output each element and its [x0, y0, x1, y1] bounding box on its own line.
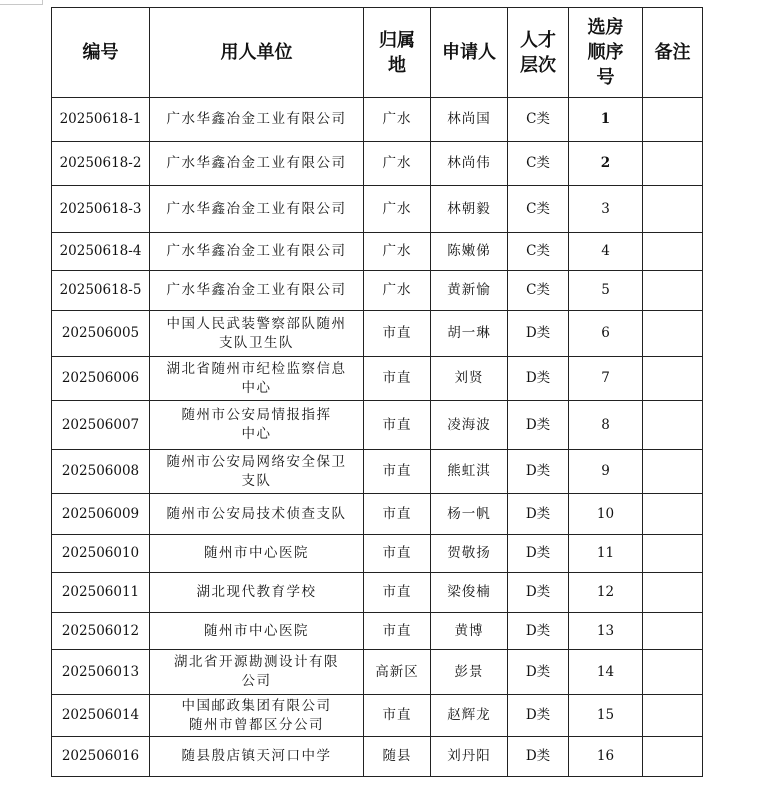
- location-cell: 广水: [364, 98, 431, 142]
- order-cell: 4: [569, 233, 643, 271]
- id-cell: 202506014: [52, 695, 150, 737]
- applicant-cell: 彭景: [431, 650, 508, 695]
- note-cell: [643, 573, 703, 613]
- employer-cell: [150, 271, 364, 311]
- level-cell: C类: [508, 186, 569, 233]
- order-cell: 14: [569, 650, 643, 695]
- note-cell: [643, 186, 703, 233]
- employer-cell: [150, 650, 364, 695]
- employer-cell: [150, 401, 364, 450]
- location-cell: 市直: [364, 401, 431, 450]
- employer-cell: [150, 357, 364, 401]
- note-cell: [643, 737, 703, 777]
- note-cell: [643, 494, 703, 535]
- order-cell: 6: [569, 311, 643, 357]
- location-cell: 市直: [364, 494, 431, 535]
- table-row: [52, 737, 703, 777]
- employer-line: 广水华鑫冶金工业有限公司: [166, 111, 347, 127]
- applicant-cell: 杨一帆: [431, 494, 508, 535]
- location-cell: 高新区: [364, 650, 431, 695]
- id-cell: 202506011: [52, 573, 150, 613]
- applicant-cell: 林尚国: [431, 98, 508, 142]
- employer-line: 随州市中心医院: [204, 545, 309, 561]
- table-header-row: [52, 8, 703, 98]
- header-level-line: 人才: [520, 29, 556, 51]
- id-cell: 20250618-2: [52, 142, 150, 186]
- level-cell: D类: [508, 650, 569, 695]
- applicant-cell: 陈嫩俤: [431, 233, 508, 271]
- table-body: [52, 98, 703, 777]
- header-order-line: 选房: [587, 17, 624, 38]
- location-cell: 市直: [364, 573, 431, 613]
- table-row: [52, 494, 703, 535]
- header-id: [52, 8, 150, 98]
- id-cell: 202506016: [52, 737, 150, 777]
- employer-line: 随州市曾都区分公司: [189, 716, 324, 733]
- order-cell: 11: [569, 535, 643, 573]
- location-cell: 广水: [364, 233, 431, 271]
- applicant-cell: 梁俊楠: [431, 573, 508, 613]
- header-order-line: 顺序: [587, 42, 624, 63]
- header-order: [569, 8, 643, 98]
- employer-line: 中心: [241, 426, 272, 442]
- note-cell: [643, 142, 703, 186]
- employer-cell: [150, 535, 364, 573]
- employer-line: 支队: [241, 472, 272, 489]
- level-cell: D类: [508, 573, 569, 613]
- location-cell: 广水: [364, 142, 431, 186]
- applicant-cell: 黄博: [431, 613, 508, 650]
- id-cell: 202506005: [52, 311, 150, 357]
- note-cell: [643, 98, 703, 142]
- table-row: [52, 695, 703, 737]
- id-cell: 20250618-5: [52, 271, 150, 311]
- order-cell: 2: [569, 142, 643, 186]
- order-cell: 12: [569, 573, 643, 613]
- level-cell: D类: [508, 737, 569, 777]
- level-cell: C类: [508, 233, 569, 271]
- employer-line: 随州市公安局技术侦查支队: [166, 505, 347, 522]
- note-cell: [643, 650, 703, 695]
- level-cell: D类: [508, 450, 569, 494]
- employer-cell: [150, 233, 364, 271]
- table-row: [52, 142, 703, 186]
- header-order-line: 号: [596, 67, 615, 88]
- applicant-cell: 林尚伟: [431, 142, 508, 186]
- note-cell: [643, 357, 703, 401]
- order-cell: 16: [569, 737, 643, 777]
- applicant-cell: 黄新愉: [431, 271, 508, 311]
- employer-cell: [150, 494, 364, 535]
- order-cell: 5: [569, 271, 643, 311]
- table-row: [52, 311, 703, 357]
- applicant-cell: 林朝毅: [431, 186, 508, 233]
- employer-cell: [150, 573, 364, 613]
- employer-line: 随县殷店镇天河口中学: [181, 748, 332, 764]
- employer-cell: [150, 98, 364, 142]
- employer-cell: [150, 613, 364, 650]
- header-location-line: 地: [388, 54, 406, 76]
- level-cell: D类: [508, 357, 569, 401]
- id-cell: 202506008: [52, 450, 150, 494]
- employer-line: 支队卫生队: [219, 334, 294, 351]
- header-applicant-line: 申请人: [442, 42, 496, 63]
- employer-line: 湖北省随州市纪检监察信息: [166, 360, 347, 377]
- location-cell: 市直: [364, 535, 431, 573]
- employer-cell: [150, 695, 364, 737]
- note-cell: [643, 401, 703, 450]
- table-row: [52, 650, 703, 695]
- table-row: [52, 271, 703, 311]
- id-cell: 202506013: [52, 650, 150, 695]
- level-cell: D类: [508, 695, 569, 737]
- applicant-cell: 胡一琳: [431, 311, 508, 357]
- note-cell: [643, 450, 703, 494]
- level-cell: D类: [508, 613, 569, 650]
- employer-line: 中国邮政集团有限公司: [181, 697, 332, 714]
- employer-line: 广水华鑫冶金工业有限公司: [166, 243, 347, 259]
- location-cell: 广水: [364, 186, 431, 233]
- applicant-cell: 凌海波: [431, 401, 508, 450]
- header-employer-line: 用人单位: [220, 42, 293, 63]
- level-cell: D类: [508, 535, 569, 573]
- table-row: [52, 186, 703, 233]
- applicant-cell: 刘丹阳: [431, 737, 508, 777]
- employer-line: 湖北现代教育学校: [196, 584, 317, 600]
- note-cell: [643, 271, 703, 311]
- location-cell: 广水: [364, 271, 431, 311]
- table-row: [52, 613, 703, 650]
- employer-line: 中国人民武装警察部队随州: [166, 315, 347, 332]
- employer-cell: [150, 450, 364, 494]
- housing-selection-table: [51, 7, 703, 777]
- order-cell: 13: [569, 613, 643, 650]
- note-cell: [643, 535, 703, 573]
- id-cell: 20250618-4: [52, 233, 150, 271]
- order-cell: 9: [569, 450, 643, 494]
- table-row: [52, 98, 703, 142]
- id-cell: 202506006: [52, 357, 150, 401]
- employer-line: 中心: [241, 379, 272, 396]
- note-cell: [643, 311, 703, 357]
- header-id-line: 编号: [82, 42, 119, 63]
- header-location: [364, 8, 431, 98]
- header-location-line: 归属: [379, 29, 415, 51]
- employer-line: 湖北省开源勘测设计有限: [174, 654, 339, 670]
- id-cell: 202506007: [52, 401, 150, 450]
- order-cell: 10: [569, 494, 643, 535]
- table-row: [52, 450, 703, 494]
- employer-line: 公司: [241, 673, 272, 689]
- order-cell: 7: [569, 357, 643, 401]
- order-cell: 1: [569, 98, 643, 142]
- order-cell: 3: [569, 186, 643, 233]
- level-cell: D类: [508, 311, 569, 357]
- table-row: [52, 573, 703, 613]
- id-cell: 202506010: [52, 535, 150, 573]
- corner-crop-mark: [0, 0, 43, 5]
- employer-cell: [150, 737, 364, 777]
- employer-line: 随州市公安局情报指挥: [181, 407, 332, 423]
- location-cell: 随县: [364, 737, 431, 777]
- employer-line: 随州市中心医院: [204, 622, 309, 639]
- table-row: [52, 535, 703, 573]
- header-level: [508, 8, 569, 98]
- level-cell: C类: [508, 98, 569, 142]
- applicant-cell: 贺敬扬: [431, 535, 508, 573]
- employer-line: 广水华鑫冶金工业有限公司: [166, 155, 347, 171]
- table-row: [52, 357, 703, 401]
- level-cell: C类: [508, 142, 569, 186]
- header-applicant: [431, 8, 508, 98]
- applicant-cell: 刘贤: [431, 357, 508, 401]
- level-cell: D类: [508, 401, 569, 450]
- employer-cell: [150, 311, 364, 357]
- location-cell: 市直: [364, 311, 431, 357]
- employer-line: 随州市公安局网络安全保卫: [166, 453, 347, 470]
- header-note: [643, 8, 703, 98]
- table-row: [52, 233, 703, 271]
- location-cell: 市直: [364, 613, 431, 650]
- note-cell: [643, 695, 703, 737]
- id-cell: 20250618-3: [52, 186, 150, 233]
- table-row: [52, 401, 703, 450]
- location-cell: 市直: [364, 695, 431, 737]
- location-cell: 市直: [364, 450, 431, 494]
- header-level-line: 层次: [520, 54, 556, 76]
- applicant-cell: 赵辉龙: [431, 695, 508, 737]
- employer-cell: [150, 142, 364, 186]
- level-cell: C类: [508, 271, 569, 311]
- employer-line: 广水华鑫冶金工业有限公司: [166, 282, 347, 298]
- order-cell: 15: [569, 695, 643, 737]
- location-cell: 市直: [364, 357, 431, 401]
- note-cell: [643, 613, 703, 650]
- level-cell: D类: [508, 494, 569, 535]
- id-cell: 20250618-1: [52, 98, 150, 142]
- employer-cell: [150, 186, 364, 233]
- header-note-line: 备注: [654, 42, 691, 63]
- order-cell: 8: [569, 401, 643, 450]
- applicant-cell: 熊虹淇: [431, 450, 508, 494]
- id-cell: 202506012: [52, 613, 150, 650]
- id-cell: 202506009: [52, 494, 150, 535]
- employer-line: 广水华鑫冶金工业有限公司: [166, 200, 347, 217]
- header-employer: [150, 8, 364, 98]
- note-cell: [643, 233, 703, 271]
